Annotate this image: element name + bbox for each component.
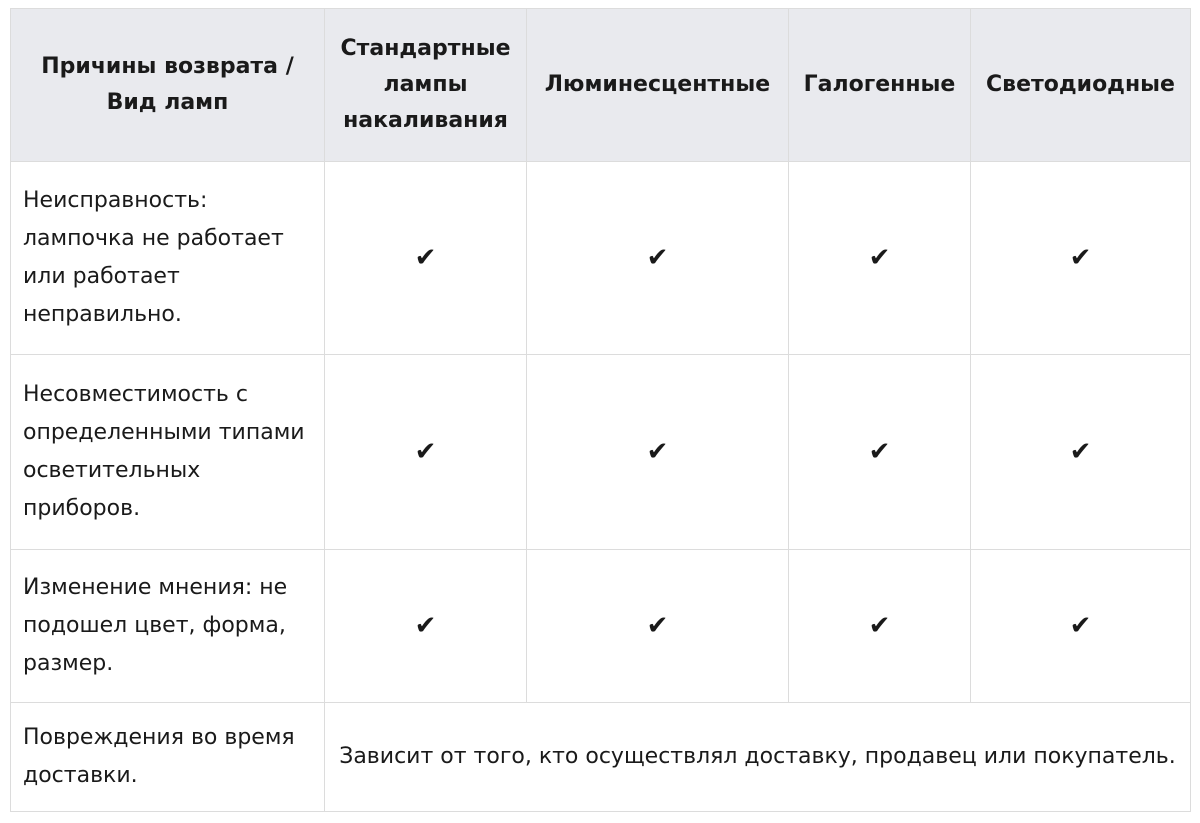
- returns-table-container: [10, 8, 1190, 812]
- row-reason: Повреждения во время доставки.: [11, 703, 325, 812]
- checkmark-icon: ✔: [325, 550, 527, 703]
- header-halogen: Галогенные: [789, 9, 971, 162]
- checkmark-icon: ✔: [527, 355, 789, 550]
- checkmark-icon: ✔: [527, 550, 789, 703]
- delivery-damage-note: Зависит от того, кто осуществлял доставку, продавец или покупатель.: [325, 703, 1191, 812]
- checkmark-icon: ✔: [789, 355, 971, 550]
- header-incandescent: Стандартные лампы накаливания: [325, 9, 527, 162]
- checkmark-icon: ✔: [971, 355, 1191, 550]
- checkmark-icon: ✔: [789, 162, 971, 355]
- row-reason: Неисправность: лампочка не работает или работает неправильно.: [11, 162, 325, 355]
- table-row: [11, 162, 1191, 355]
- row-reason: Несовместимость с определенными типами осветительных приборов.: [11, 355, 325, 550]
- header-led: Светодиодные: [971, 9, 1191, 162]
- checkmark-icon: ✔: [325, 355, 527, 550]
- checkmark-icon: ✔: [325, 162, 527, 355]
- row-reason: Изменение мнения: не подошел цвет, форма, размер.: [11, 550, 325, 703]
- returns-table: [10, 8, 1191, 812]
- checkmark-icon: ✔: [971, 550, 1191, 703]
- header-fluorescent: Люминесцентные: [527, 9, 789, 162]
- checkmark-icon: ✔: [527, 162, 789, 355]
- checkmark-icon: ✔: [971, 162, 1191, 355]
- checkmark-icon: ✔: [789, 550, 971, 703]
- table-row: [11, 355, 1191, 550]
- table-row: [11, 703, 1191, 812]
- header-return-reasons: Причины возврата / Вид ламп: [11, 9, 325, 162]
- table-header-row: [11, 9, 1191, 162]
- table-row: [11, 550, 1191, 703]
